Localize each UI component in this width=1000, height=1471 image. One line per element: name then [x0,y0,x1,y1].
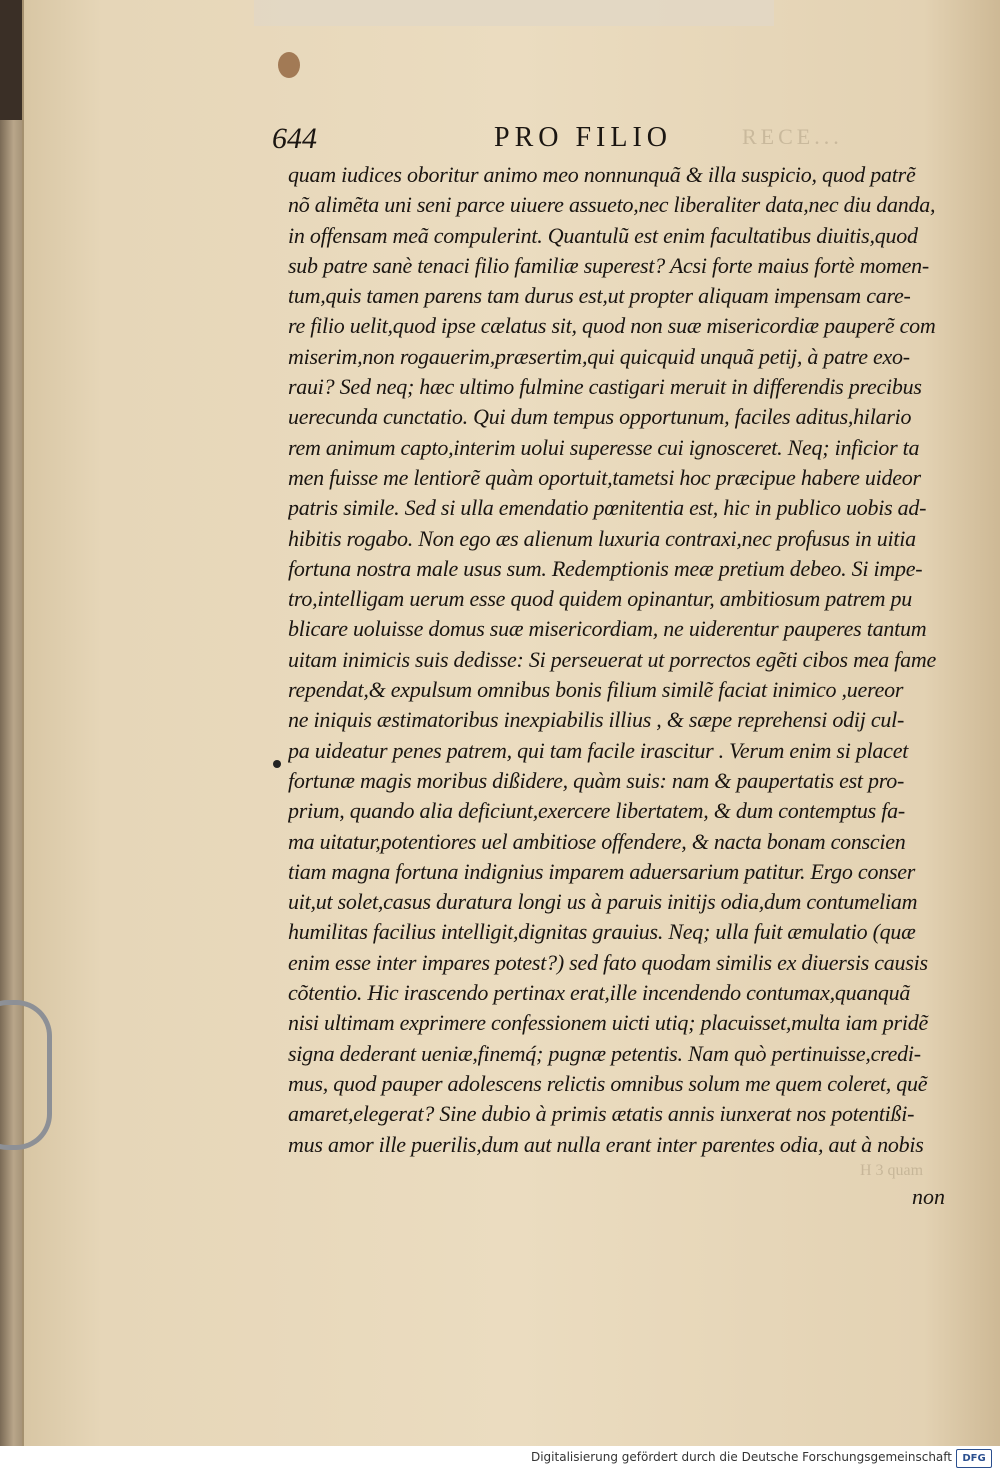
text-line: ma uitatur,potentiores uel ambitiose offendere, & nacta bonam conscien [288,828,906,854]
text-line: uitam inimicis suis dedisse: Si perseuerat ut porrectos egẽti cibos mea fame [288,646,937,672]
text-line: in offensam meã compulerint. Quantulũ est enim facultatibus diuitis,quod [288,222,918,248]
text-line: rependat,& expulsum omnibus bonis filium similẽ faciat inimico ,uereor [288,677,904,703]
ink-blot [278,52,300,78]
paper-stain [254,0,774,26]
text-line: quam iudices oboritur animo meo nonnunquã & illa suspicio, quod patrẽ [288,162,916,187]
digitization-footer [0,1446,1000,1471]
digitization-note: Digitalisierung gefördert durch die Deutsche Forschungsgemeinschaft [530,1450,952,1464]
body-text [288,160,958,1160]
text-line: hibitis rogabo. Non ego æs alienum luxuria contraxi,nec profusus in uitia [288,525,916,551]
text-line: tiam magna fortuna indignius imparem aduersarium patitur. Ergo conser [288,858,916,884]
text-line: sub patre sanè tenaci filio familiæ superest? Acsi forte maius fortè momen- [288,252,929,278]
text-line: humilitas facilius intelligit,dignitas grauius. Neq; ulla fuit æmulatio (quæ [288,919,916,945]
text-line: mus, quod pauper adolescens relictis omnibus solum me quem coleret, quẽ [288,1070,928,1096]
text-line: cõtentio. Hic irascendo pertinax erat,ille incendendo contumax,quanquã [288,980,911,1006]
page-header [272,122,952,158]
text-line: uit,ut solet,casus duratura longi us à paruis initijs odia,dum contumeliam [288,889,918,915]
text-line: rem animum capto,interim uolui superesse cui ignosceret. Neq; inficior ta [288,434,920,460]
page-number: 644 [272,122,317,155]
running-title: PRO FILIO [494,122,673,153]
bleed-through-signature: H 3 quam [860,1162,924,1179]
dfg-logo: DFG [956,1449,992,1468]
bleed-through-title: RECE... [742,124,843,149]
text-line: fortuna nostra male usus sum. Redemptionis meæ pretium debeo. Si impe- [288,555,923,581]
text-line: uerecunda cunctatio. Qui dum tempus opportunum, faciles aditus,hilario [288,404,912,430]
text-line: signa dederant ueniæ,finemq́; pugnæ petentis. Nam quò pertinuisse,credi- [288,1040,921,1066]
text-line: miserim,non rogauerim,præsertim,qui quicquid unquã petij, à patre exo- [288,343,910,369]
text-line: raui? Sed neq; hæc ultimo fulmine castigari meruit in differendis precibus [288,374,922,400]
text-line: blicare uoluisse domus suæ misericordiam, ne uiderentur pauperes tantum [288,616,927,642]
page-clip [0,1000,52,1150]
text-line: fortunæ magis moribus dißidere, quàm suis: nam & paupertatis est pro- [288,767,905,793]
text-line: patris simile. Sed si ulla emendatio pœnitentia est, hic in publico uobis ad- [288,495,927,521]
catchword: non [912,1184,945,1209]
text-line: tum,quis tamen parens tam durus est,ut propter aliquam impensam care- [288,283,911,309]
text-line: pa uideatur penes patrem, qui tam facile irascitur . Verum enim si placet [288,737,909,763]
text-line: re filio uelit,quod ipse cælatus sit, quod non suæ misericordiæ pauperẽ com [288,313,936,339]
text-line: nõ alimẽta uni seni parce uiuere assueto,nec liberaliter data,nec diu danda, [288,192,936,218]
text-line: nisi ultimam exprimere confessionem uicti utiq; placuisset,multa iam pridẽ [288,1010,928,1036]
text-line: ne iniquis æstimatoribus inexpiabilis illius , & sæpe reprehensi odij cul- [288,707,905,733]
text-line: mus amor ille puerilis,dum aut nulla erant inter parentes odia, aut à nobis [288,1131,924,1157]
text-line: amaret,elegerat? Sine dubio à primis ætatis annis iunxerat nos potentißi- [288,1101,915,1127]
text-line: enim esse inter impares potest?) sed fato quodam similis ex diuersis causis [288,949,928,975]
text-line: prium, quando alia deficiunt,exercere libertatem, & dum contemptus fa- [288,798,905,824]
margin-mark [273,760,281,768]
text-line: men fuisse me lentiorẽ quàm oportuit,tametsi hoc præcipue habere uideor [288,464,921,490]
text-line: tro,intelligam uerum esse quod quidem opinantur, ambitiosum patrem pu [288,586,912,612]
